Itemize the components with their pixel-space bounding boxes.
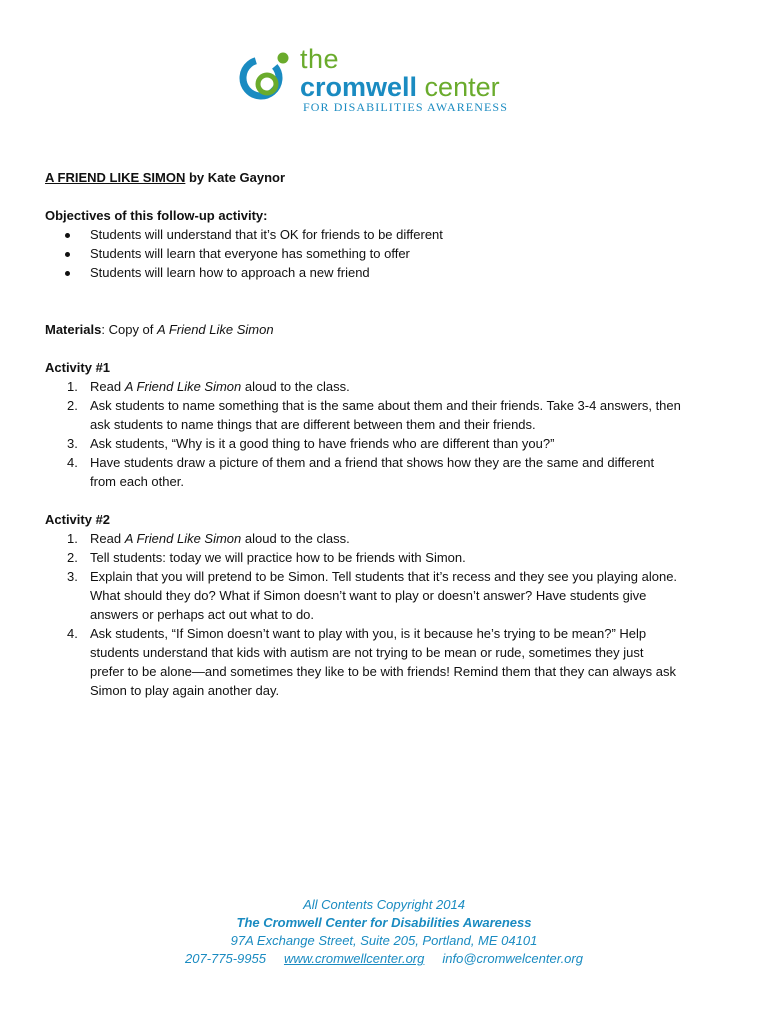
list-item [45,624,735,700]
objective-text: Students will learn how to approach a new friend [90,265,370,280]
activity1-list [45,377,735,491]
step-text: aloud to the class. [241,531,350,546]
objectives-heading: Objectives of this follow-up activity: [45,208,268,223]
bullet-icon [65,271,70,276]
footer [0,896,768,968]
step-text-line: students understand that kids with autism are not trying to be mean or rude, sometimes they just [90,645,644,660]
step-text: Read [90,531,125,546]
list-item [45,225,735,244]
step-text-line: answers or perhaps act out what to do. [90,607,315,622]
step-number: 1. [67,531,78,546]
bullet-icon [65,252,70,257]
list-item [45,244,735,263]
step-text: Read [90,379,125,394]
step-text: Tell students: today we will practice how to be friends with Simon. [90,550,466,565]
activity2-list [45,529,735,700]
book-title: A FRIEND LIKE SIMON [45,170,186,185]
footer-copyright: All Contents Copyright 2014 [303,897,465,912]
step-number: 4. [67,626,78,641]
document-body [45,168,735,700]
logo-name-cromwell: cromwell [300,72,418,102]
logo-tagline: FOR DISABILITIES AWARENESS [303,100,508,114]
activity1-heading: Activity #1 [45,360,111,375]
step-text-line: What should they do? What if Simon doesn’t want to play or doesn’t answer? Have students give [90,588,647,603]
step-text-line: Simon to play again another day. [90,683,280,698]
materials-label: Materials [45,322,102,337]
footer-contact [0,950,768,968]
step-book-title: A Friend Like Simon [124,379,242,394]
step-number: 4. [67,455,78,470]
step-text: Ask students, “Why is it a good thing to have friends who are different than you?” [90,436,555,451]
bullet-icon [65,233,70,238]
list-item [45,529,735,548]
materials-text: : Copy of [101,322,158,337]
step-number: 2. [67,398,78,413]
footer-email[interactable]: info@cromwelcenter.org [442,951,583,966]
footer-phone: 207-775-9955 [185,951,266,966]
step-text-line: from each other. [90,474,184,489]
list-item [45,396,735,434]
logo-name [300,71,500,103]
step-text-line: prefer to be alone—and sometimes they like to be with friends! Remind them that they can always ask [90,664,677,679]
objective-text: Students will learn that everyone has something to offer [90,246,410,261]
document-title [45,168,735,187]
logo-name-center: center [417,72,500,102]
list-item [45,377,735,396]
list-item [45,453,735,491]
step-number: 3. [67,569,78,584]
step-text-line: Have students draw a picture of them and a friend that shows how they are the same and different [90,455,655,470]
step-text: aloud to the class. [241,379,350,394]
materials-line [45,320,735,339]
step-text-line: ask students to name things that are different between them and their friends. [90,417,536,432]
footer-address: 97A Exchange Street, Suite 205, Portland, ME 04101 [230,933,538,948]
list-item [45,548,735,567]
activity2-heading: Activity #2 [45,512,111,527]
byline: by Kate Gaynor [185,170,286,185]
list-item [45,434,735,453]
step-book-title: A Friend Like Simon [124,531,242,546]
step-number: 3. [67,436,78,451]
objective-text: Students will understand that it’s OK for friends to be different [90,227,443,242]
footer-org: The Cromwell Center for Disabilities Awareness [236,915,532,930]
website-link[interactable]: www.cromwellcenter.org [283,951,425,966]
step-text-line: Explain that you will pretend to be Simon. Tell students that it’s recess and they see you playing alone. [90,569,678,584]
objectives-list [45,225,735,282]
cromwell-logo-icon [238,48,294,104]
step-number: 2. [67,550,78,565]
cromwell-center-logo [238,44,538,116]
step-text-line: Ask students to name something that is the same about them and their friends. Take 3-4 answers, then [90,398,681,413]
step-number: 1. [67,379,78,394]
list-item [45,567,735,624]
materials-book: A Friend Like Simon [157,322,274,337]
step-text-line: Ask students, “If Simon doesn’t want to play with you, is it because he’s trying to be mean?” Help [90,626,647,641]
logo-the: the [300,44,340,74]
list-item [45,263,735,282]
